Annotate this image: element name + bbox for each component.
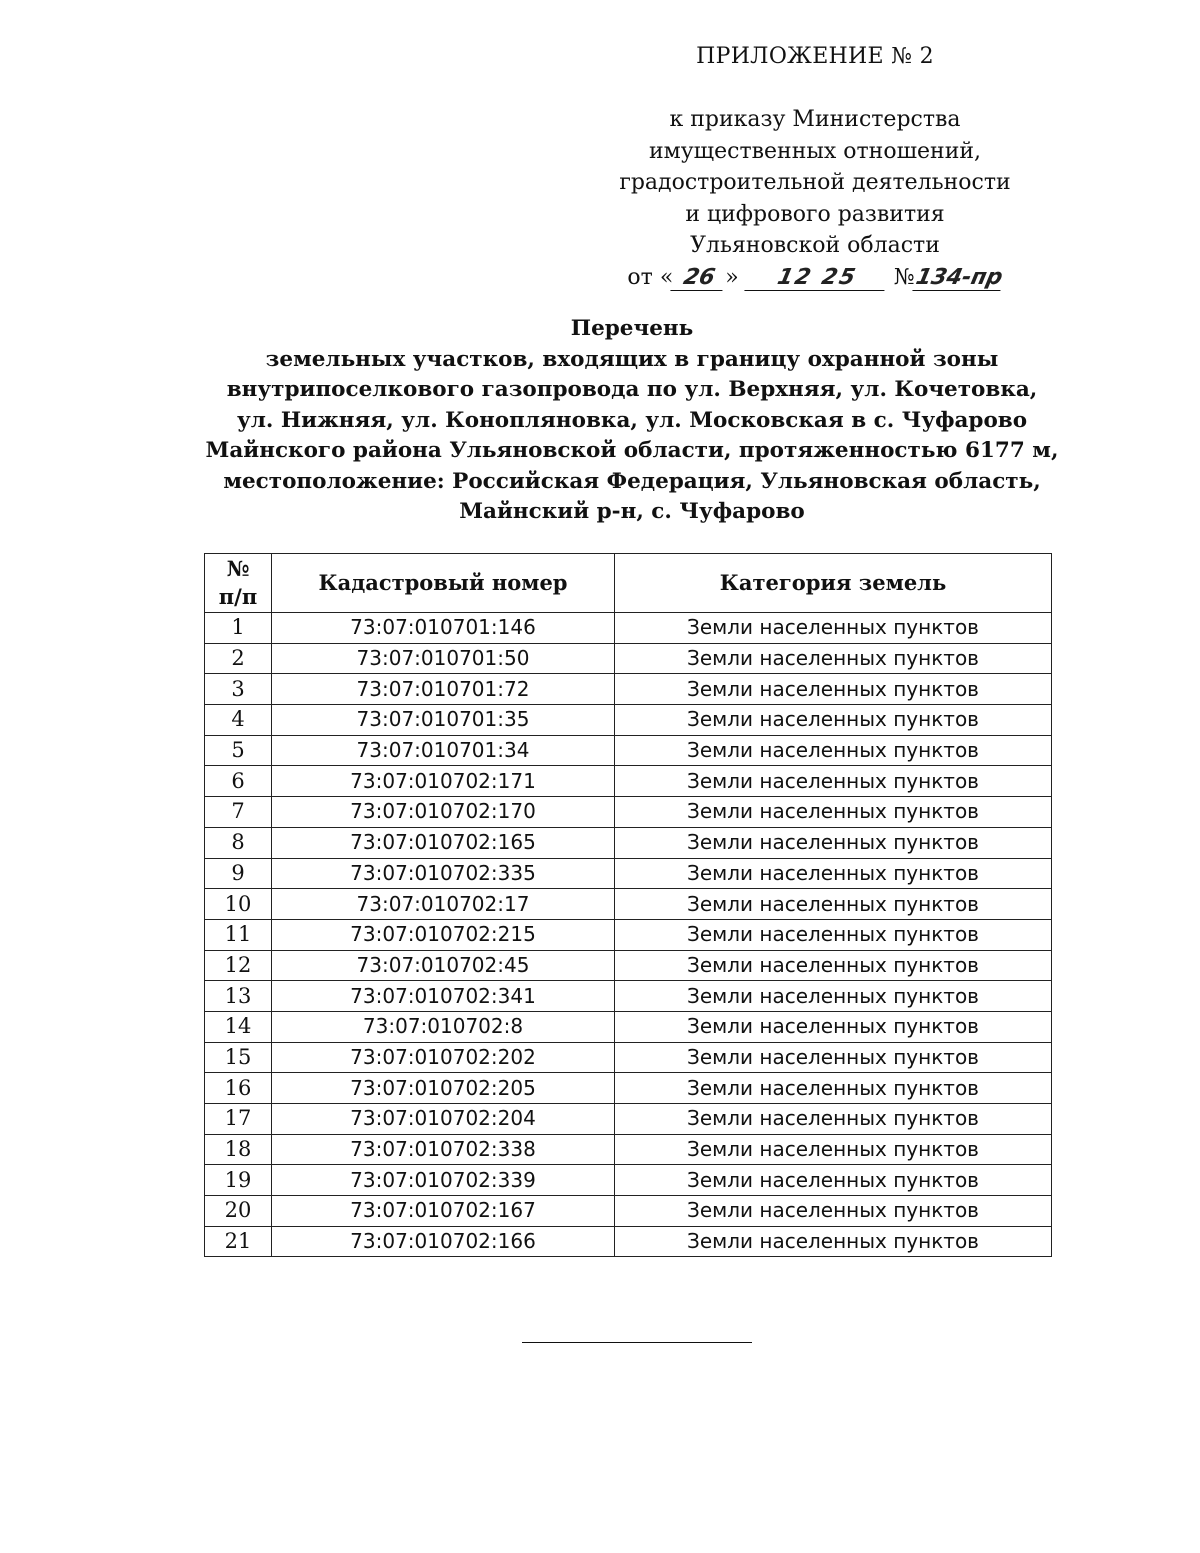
row-number: 5 — [205, 735, 272, 766]
cadastral-number-cell: 73:07:010702:341 — [272, 981, 615, 1012]
heading-line: местоположение: Российская Федерация, Ульяновская область, — [223, 468, 1041, 494]
land-category-cell: Земли населенных пунктов — [615, 950, 1052, 981]
land-plots-table — [204, 553, 1052, 1257]
order-date-line — [590, 262, 1040, 294]
land-category-cell: Земли населенных пунктов — [615, 1196, 1052, 1227]
land-category-cell: Земли населенных пунктов — [615, 858, 1052, 889]
header-land-category: Категория земель — [615, 554, 1052, 613]
order-number-handwritten: 134-пр — [913, 264, 1005, 290]
row-number: 20 — [205, 1196, 272, 1227]
table-row — [205, 1011, 1052, 1042]
row-number: 3 — [205, 674, 272, 705]
row-number: 7 — [205, 797, 272, 828]
row-number: 14 — [205, 1011, 272, 1042]
cadastral-number-cell: 73:07:010702:8 — [272, 1011, 615, 1042]
cadastral-number-cell: 73:07:010701:50 — [272, 643, 615, 674]
heading-title: Перечень — [570, 316, 694, 341]
end-divider — [522, 1342, 752, 1343]
cadastral-number-cell: 73:07:010701:146 — [272, 613, 615, 644]
land-category-cell: Земли населенных пунктов — [615, 643, 1052, 674]
date-prefix: от « — [627, 264, 674, 290]
order-month-year-handwritten: 12 25 — [744, 266, 889, 291]
land-category-cell: Земли населенных пунктов — [615, 1073, 1052, 1104]
row-number: 13 — [205, 981, 272, 1012]
land-category-cell: Земли населенных пунктов — [615, 674, 1052, 705]
cadastral-number-cell: 73:07:010701:72 — [272, 674, 615, 705]
land-category-cell: Земли населенных пунктов — [615, 1042, 1052, 1073]
table-row — [205, 1134, 1052, 1165]
approval-line: градостроительной деятельности — [619, 170, 1011, 195]
number-prefix: № — [893, 264, 915, 290]
land-category-cell: Земли населенных пунктов — [615, 889, 1052, 920]
table-row — [205, 1196, 1052, 1227]
approval-line: Ульяновской области — [690, 233, 940, 258]
document-heading — [150, 314, 1114, 528]
table-row — [205, 766, 1052, 797]
row-number: 1 — [205, 613, 272, 644]
cadastral-number-cell: 73:07:010702:167 — [272, 1196, 615, 1227]
table-row — [205, 735, 1052, 766]
heading-line: ул. Нижняя, ул. Конопляновка, ул. Московская в с. Чуфарово — [236, 407, 1028, 433]
land-category-cell: Земли населенных пунктов — [615, 613, 1052, 644]
table-row — [205, 613, 1052, 644]
order-day-handwritten: 26 — [671, 266, 728, 291]
row-number: 8 — [205, 827, 272, 858]
land-category-cell: Земли населенных пунктов — [615, 1011, 1052, 1042]
cadastral-number-cell: 73:07:010702:171 — [272, 766, 615, 797]
table-row — [205, 1226, 1052, 1257]
row-number: 17 — [205, 1104, 272, 1135]
table-row — [205, 950, 1052, 981]
heading-line: Майнский р-н, с. Чуфарово — [459, 499, 805, 524]
approval-line: к приказу Министерства — [669, 107, 961, 132]
land-category-cell: Земли населенных пунктов — [615, 1134, 1052, 1165]
cadastral-number-cell: 73:07:010702:339 — [272, 1165, 615, 1196]
heading-line: земельных участков, входящих в границу охранной зоны — [265, 346, 999, 372]
table-row — [205, 1165, 1052, 1196]
table-row — [205, 919, 1052, 950]
table-header-row — [205, 554, 1052, 613]
date-mid: » — [725, 264, 739, 290]
table-row — [205, 981, 1052, 1012]
land-category-cell: Земли населенных пунктов — [615, 735, 1052, 766]
cadastral-number-cell: 73:07:010702:170 — [272, 797, 615, 828]
land-category-cell: Земли населенных пунктов — [615, 1104, 1052, 1135]
cadastral-number-cell: 73:07:010702:335 — [272, 858, 615, 889]
cadastral-number-cell: 73:07:010701:35 — [272, 705, 615, 736]
header-number: № п/п — [205, 554, 272, 613]
land-category-cell: Земли населенных пунктов — [615, 766, 1052, 797]
cadastral-number-cell: 73:07:010702:338 — [272, 1134, 615, 1165]
table-row — [205, 674, 1052, 705]
row-number: 6 — [205, 766, 272, 797]
heading-line: внутрипоселкового газопровода по ул. Верхняя, ул. Кочетовка, — [226, 377, 1038, 402]
approval-line: имущественных отношений, — [648, 138, 982, 164]
cadastral-number-cell: 73:07:010702:45 — [272, 950, 615, 981]
row-number: 16 — [205, 1073, 272, 1104]
table-row — [205, 827, 1052, 858]
cadastral-number-cell: 73:07:010702:204 — [272, 1104, 615, 1135]
header-cadastral-number: Кадастровый номер — [272, 554, 615, 613]
land-category-cell: Земли населенных пунктов — [615, 919, 1052, 950]
table-row — [205, 705, 1052, 736]
cadastral-number-cell: 73:07:010702:166 — [272, 1226, 615, 1257]
row-number: 2 — [205, 643, 272, 674]
table-body — [205, 613, 1052, 1257]
land-category-cell: Земли населенных пунктов — [615, 1165, 1052, 1196]
row-number: 10 — [205, 889, 272, 920]
row-number: 18 — [205, 1134, 272, 1165]
cadastral-number-cell: 73:07:010702:165 — [272, 827, 615, 858]
heading-line: Майнского района Ульяновской области, протяженностью 6177 м, — [205, 438, 1059, 463]
row-number: 21 — [205, 1226, 272, 1257]
table-row — [205, 643, 1052, 674]
approval-block — [590, 104, 1040, 293]
annex-title: ПРИЛОЖЕНИЕ № 2 — [696, 44, 934, 69]
row-number: 15 — [205, 1042, 272, 1073]
table-row — [205, 1104, 1052, 1135]
table-row — [205, 1042, 1052, 1073]
row-number: 11 — [205, 919, 272, 950]
row-number: 12 — [205, 950, 272, 981]
cadastral-number-cell: 73:07:010702:17 — [272, 889, 615, 920]
cadastral-number-cell: 73:07:010702:215 — [272, 919, 615, 950]
cadastral-number-cell: 73:07:010702:205 — [272, 1073, 615, 1104]
land-category-cell: Земли населенных пунктов — [615, 1226, 1052, 1257]
cadastral-number-cell: 73:07:010702:202 — [272, 1042, 615, 1073]
table-row — [205, 1073, 1052, 1104]
table-row — [205, 858, 1052, 889]
table-row — [205, 889, 1052, 920]
land-category-cell: Земли населенных пунктов — [615, 827, 1052, 858]
land-category-cell: Земли населенных пунктов — [615, 981, 1052, 1012]
land-category-cell: Земли населенных пунктов — [615, 705, 1052, 736]
table-row — [205, 797, 1052, 828]
approval-line: и цифрового развития — [685, 201, 945, 227]
row-number: 4 — [205, 705, 272, 736]
cadastral-number-cell: 73:07:010701:34 — [272, 735, 615, 766]
row-number: 9 — [205, 858, 272, 889]
land-category-cell: Земли населенных пунктов — [615, 797, 1052, 828]
row-number: 19 — [205, 1165, 272, 1196]
